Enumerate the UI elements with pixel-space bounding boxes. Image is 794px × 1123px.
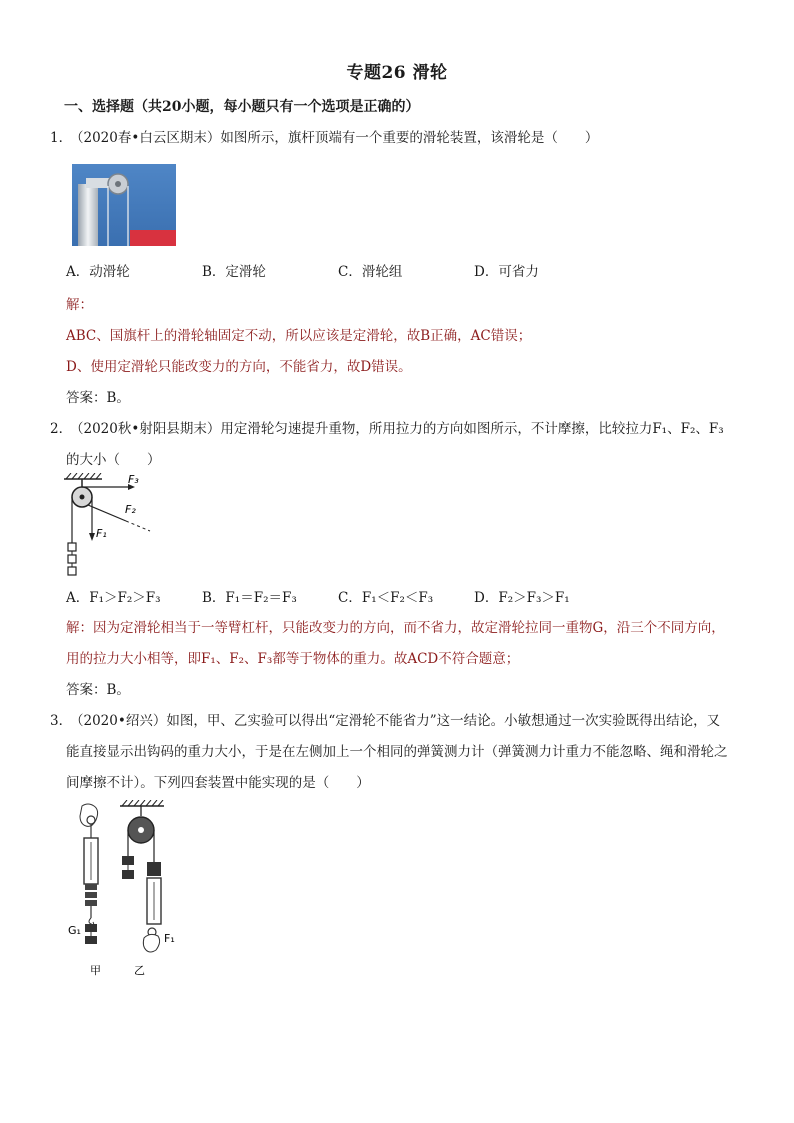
question-number: 3． (50, 713, 73, 729)
question-number: 2． (50, 421, 73, 437)
label-f1: F₁ (164, 932, 175, 945)
label-yi: 乙 (134, 964, 145, 977)
q2-options (66, 586, 610, 606)
q2-solution-line-1: 解：因为定滑轮相当于一等臂杠杆，只能改变力的方向，而不省力，故定滑轮拉同一重物G，沿三个不同方向， (66, 620, 725, 636)
question-1 (50, 123, 598, 154)
option-d[interactable]: D．可省力 (474, 264, 539, 280)
q1-solution-label: 解： (66, 297, 93, 313)
option-b[interactable]: B．定滑轮 (202, 264, 266, 280)
question-text: （2020•绍兴）如图，甲、乙实验可以得出“定滑轮不能省力”这一结论。小敏想通过一次实验既得出结论，又 (70, 713, 721, 729)
option-a[interactable]: A．动滑轮 (66, 264, 130, 280)
label-f3: F₃ (128, 473, 139, 486)
spring-scale-experiment-diagram (60, 800, 190, 980)
q1-solution-line-1: ABC、国旗杆上的滑轮轴固定不动，所以应该是定滑轮，故B正确，AC错误； (66, 328, 532, 344)
section-heading: 一、选择题（共20小题，每小题只有一个选项是正确的） (64, 99, 420, 115)
label-g1: G₁ (68, 924, 81, 937)
question-3 (50, 706, 720, 737)
label-jia: 甲 (90, 964, 101, 977)
question-number: 1． (50, 130, 73, 146)
label-f2: F₂ (125, 503, 136, 516)
question-2 (50, 414, 724, 445)
q1-solution-line-2: D、使用定滑轮只能改变力的方向，不能省力，故D错误。 (66, 359, 412, 375)
page-title: 专题26 滑轮 (346, 63, 448, 83)
question-3-line-3: 间摩擦不计）。下列四套装置中能实现的是（ ） (66, 775, 370, 791)
q1-options (66, 260, 610, 280)
question-2-line-2: 的大小（ ） (66, 452, 161, 468)
flagpole-pulley-photo (72, 164, 176, 246)
option-a[interactable]: A．F₁＞F₂＞F₃ (66, 590, 161, 606)
option-b[interactable]: B．F₁＝F₂＝F₃ (202, 590, 297, 606)
option-d[interactable]: D．F₂＞F₃＞F₁ (474, 590, 570, 606)
q2-answer: 答案：B。 (66, 682, 130, 698)
q2-solution-line-2: 用的拉力大小相等，即F₁、F₂、F₃都等于物体的重力。故ACD不符合题意； (66, 651, 520, 667)
question-3-line-2: 能直接显示出钩码的重力大小，于是在左侧加上一个相同的弹簧测力计（弹簧测力计重力不能忽略、绳和滑轮之 (66, 744, 728, 760)
option-c[interactable]: C．滑轮组 (338, 264, 403, 280)
experiment-jia (68, 804, 101, 977)
experiment-yi (120, 800, 175, 977)
question-text: （2020秋•射阳县期末）用定滑轮匀速提升重物，所用拉力的方向如图所示，不计摩擦，比较拉力F₁、F₂、F₃ (70, 421, 724, 437)
fixed-pulley-diagram (62, 473, 156, 581)
label-f1: F₁ (96, 527, 107, 540)
q1-answer: 答案：B。 (66, 390, 130, 406)
option-c[interactable]: C．F₁＜F₂＜F₃ (338, 590, 434, 606)
question-text: （2020春•白云区期末）如图所示，旗杆顶端有一个重要的滑轮装置，该滑轮是（ ） (70, 130, 599, 146)
